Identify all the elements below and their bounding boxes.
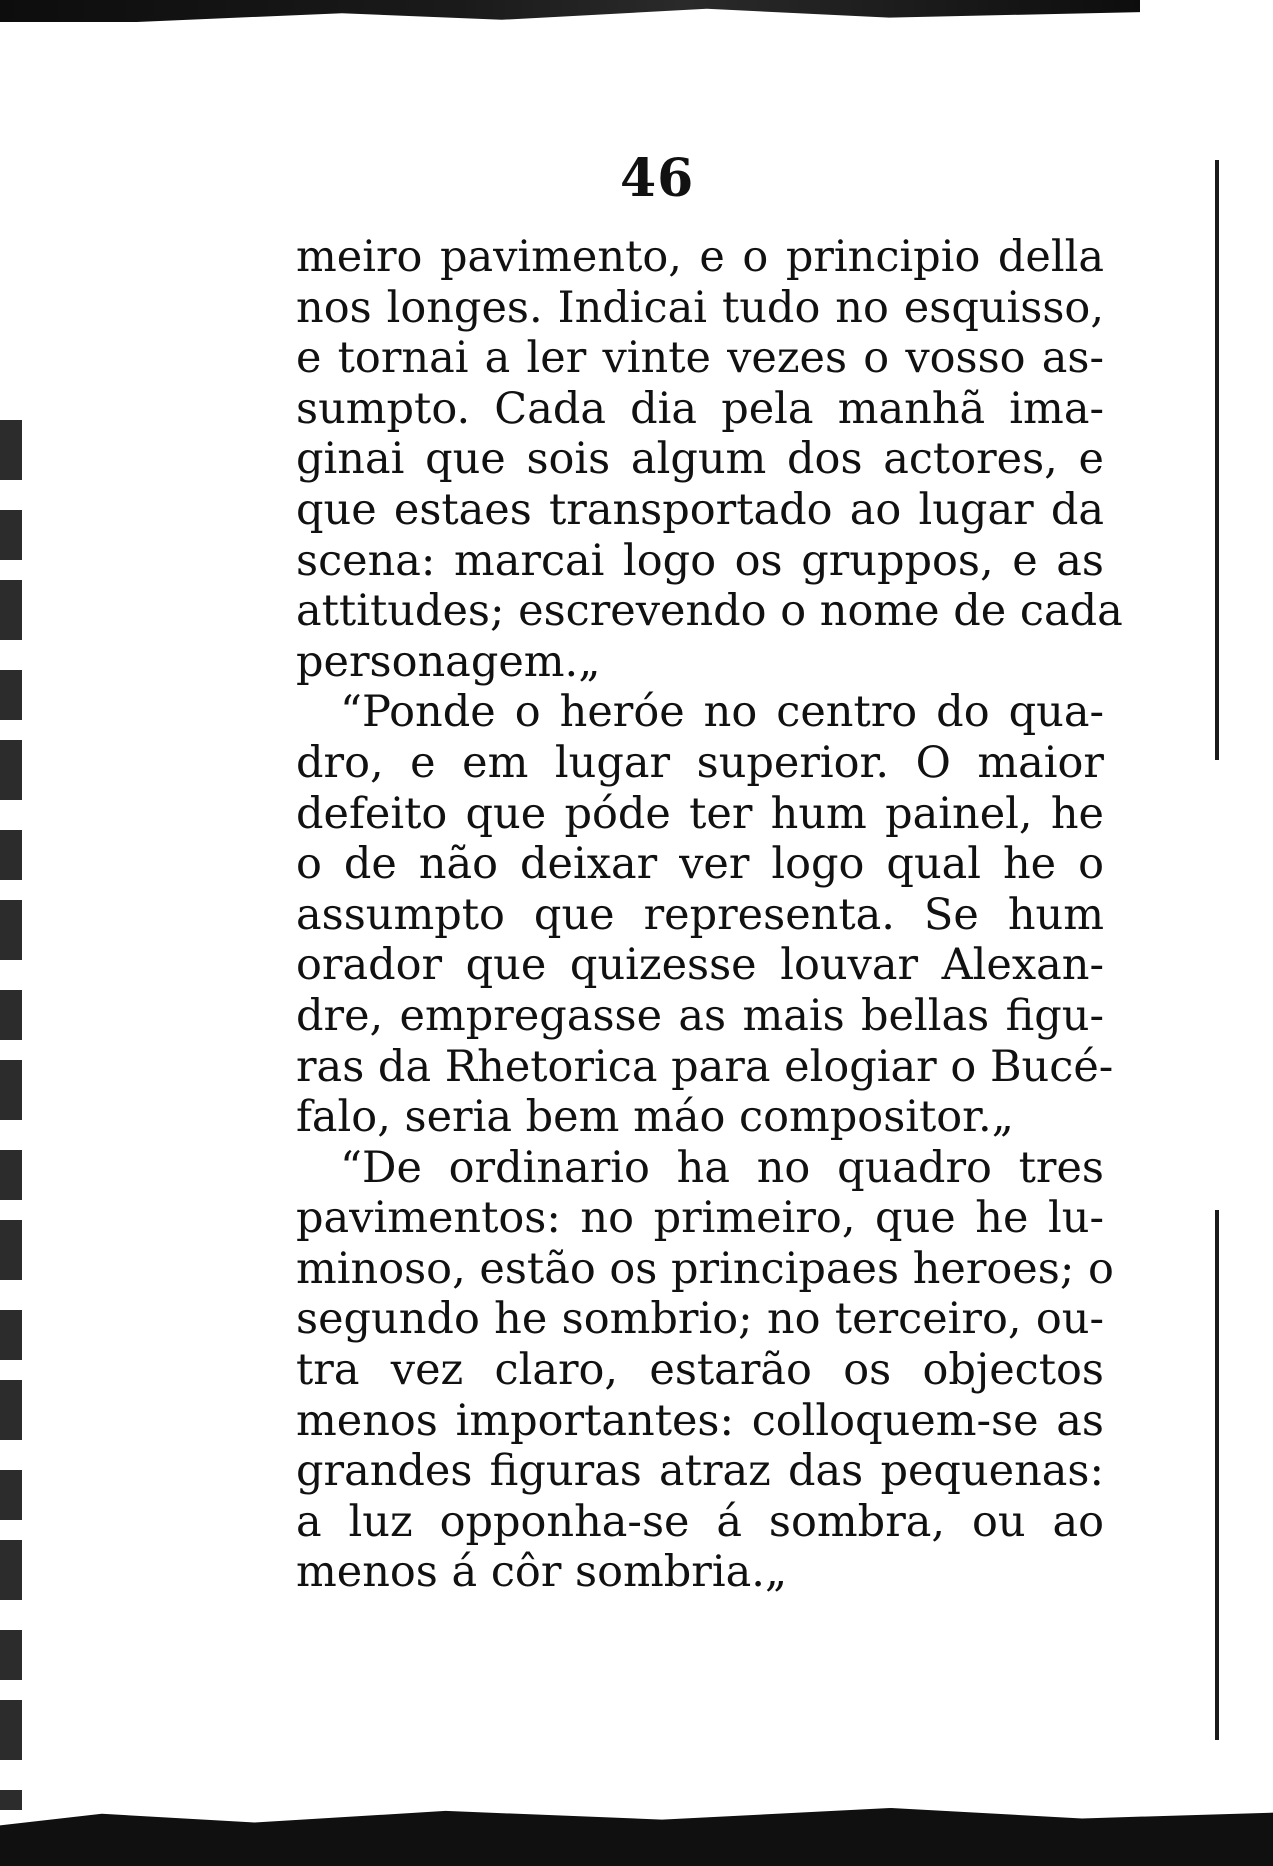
text-line: assumpto que representa. Se hum [296,889,1104,940]
text-line: scena: marcai logo os gruppos, e as [296,535,1104,586]
text-line: orador que quizesse louvar Alexan- [296,940,1104,991]
text-line: personagem.„ [296,636,601,687]
text-line: segundo he sombrio; no terceiro, ou- [296,1294,1104,1345]
text-line: meiro pavimento, e o principio della [296,232,1104,282]
text-line: a luz opponha-se á sombra, ou ao [296,1496,1104,1547]
scan-edge-bottom [0,1808,1273,1866]
scan-edge-left [0,420,22,1810]
text-line: defeito que póde ter hum painel, he [296,788,1104,839]
text-line: ginai que sois algum dos actores, e [296,434,1104,485]
page-number: 46 [620,148,695,209]
body-text [296,232,1123,1598]
text-line: tra vez claro, estarão os objectos [296,1345,1104,1396]
text-line: menos importantes: colloquem-se as [296,1395,1104,1446]
text-line: “Ponde o heróe no centro do qua- [340,687,1104,738]
text-line: “De ordinario ha no quadro tres [340,1142,1104,1193]
text-line: grandes figuras atraz das pequenas: [296,1446,1104,1497]
scan-margin-line [1215,1210,1219,1740]
text-line: sumpto. Cada dia pela manhã ima- [296,383,1104,434]
scan-margin-line [1215,160,1219,760]
text-line: dre, empregasse as mais bellas figu- [296,990,1104,1041]
scan-edge-top [0,0,1140,22]
text-line: que estaes transportado ao lugar da [296,484,1104,535]
text-line: e tornai a ler vinte vezes o vosso as- [296,333,1104,384]
text-line: ras da Rhetorica para elogiar o Bucé- [296,1041,1114,1092]
text-line: pavimentos: no primeiro, que he lu- [296,1193,1104,1244]
text-line: falo, seria bem máo compositor.„ [296,1092,1014,1143]
text-line: attitudes; escrevendo o nome de cada [296,586,1123,637]
text-line: nos longes. Indicai tudo no esquisso, [296,282,1104,333]
text-line: dro, e em lugar superior. O maior [296,737,1104,788]
text-line: menos á côr sombria.„ [296,1547,788,1598]
text-line: minoso, estão os principaes heroes; o [296,1243,1114,1294]
text-line: o de não deixar ver logo qual he o [296,839,1104,890]
